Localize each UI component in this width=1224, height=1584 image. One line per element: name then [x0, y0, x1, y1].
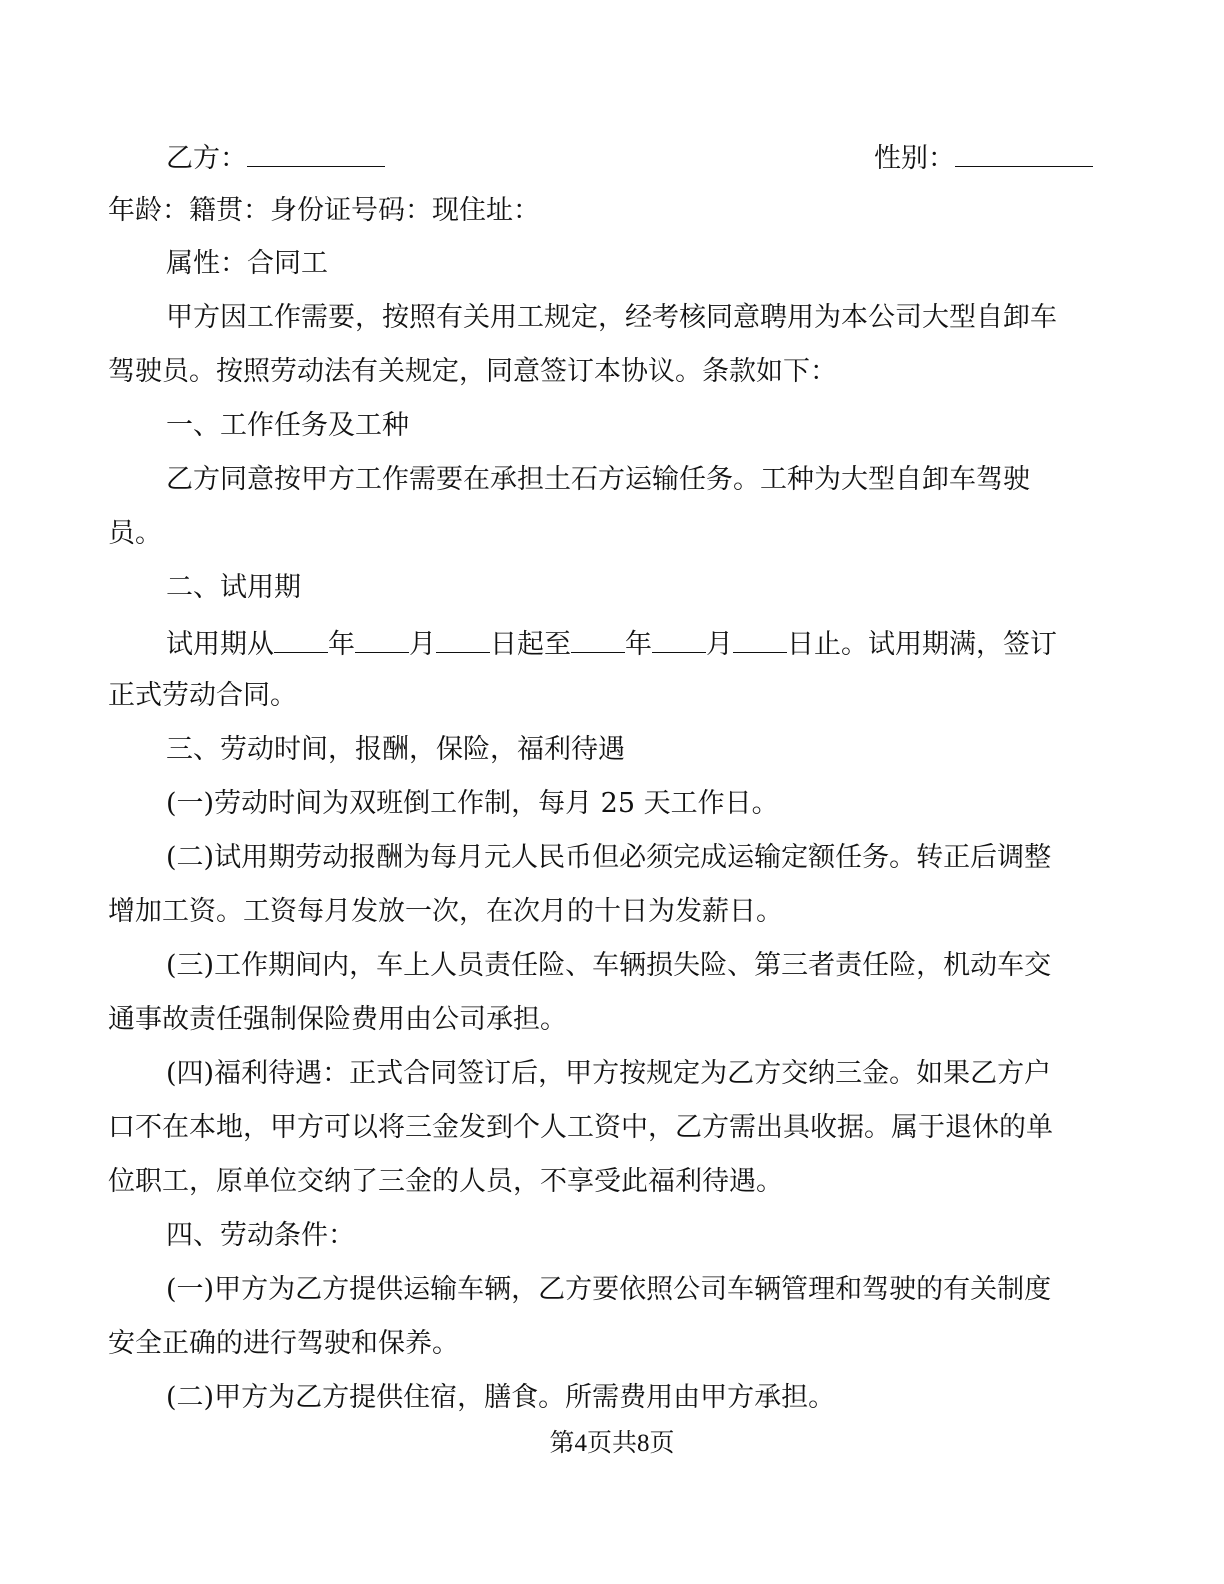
end-day-blank[interactable]	[733, 624, 787, 653]
end-month-label: 月	[706, 629, 733, 660]
intro-line-1: 甲方因工作需要，按照有关用工规定，经考核同意聘用为本公司大型自卸车	[166, 302, 1057, 333]
gender-label: 性别：	[874, 143, 955, 174]
party-b-blank[interactable]	[247, 138, 385, 167]
start-month-label: 月	[409, 629, 436, 660]
attribute-line: 属性：合同工	[166, 248, 328, 279]
probation-from-label: 试用期从	[166, 629, 274, 660]
section-4-item-2: (二)甲方为乙方提供住宿，膳食。所需费用由甲方承担。	[166, 1382, 836, 1413]
section-3-item-2-line-2: 增加工资。工资每月发放一次，在次月的十日为发薪日。	[108, 896, 783, 927]
end-year-label: 年	[625, 629, 652, 660]
end-month-blank[interactable]	[652, 624, 706, 653]
end-day-label: 日止。试用期满，签订	[787, 629, 1057, 660]
end-year-blank[interactable]	[571, 624, 625, 653]
party-b-field	[166, 138, 385, 177]
personal-info-line: 年龄：籍贯：身份证号码：现住址：	[108, 195, 540, 226]
start-day-blank[interactable]	[436, 624, 490, 653]
section-4-item-1-line-1: (一)甲方为乙方提供运输车辆，乙方要依照公司车辆管理和驾驶的有关制度	[166, 1274, 1052, 1305]
gender-blank[interactable]	[955, 138, 1093, 167]
probation-line	[166, 624, 1088, 663]
intro-line-2: 驾驶员。按照劳动法有关规定，同意签订本协议。条款如下：	[108, 356, 837, 387]
section-1-text-2: 员。	[108, 518, 162, 549]
start-year-blank[interactable]	[274, 624, 328, 653]
section-3-item-4-line-3: 位职工，原单位交纳了三金的人员，不享受此福利待遇。	[108, 1166, 783, 1197]
section-3-heading: 三、劳动时间，报酬，保险，福利待遇	[166, 734, 625, 765]
section-3-item-1: (一)劳动时间为双班倒工作制，每月 25 天工作日。	[166, 788, 779, 819]
section-2-heading: 二、试用期	[166, 572, 301, 603]
section-1-text-1: 乙方同意按甲方工作需要在承担土石方运输任务。工种为大型自卸车驾驶	[166, 464, 1030, 495]
section-3-item-3-line-1: (三)工作期间内，车上人员责任险、车辆损失险、第三者责任险，机动车交	[166, 950, 1052, 981]
section-4-item-1-line-2: 安全正确的进行驾驶和保养。	[108, 1328, 459, 1359]
party-b-row	[166, 138, 1096, 178]
section-3-item-3-line-2: 通事故责任强制保险费用由公司承担。	[108, 1004, 567, 1035]
start-month-blank[interactable]	[355, 624, 409, 653]
section-3-item-2-line-1: (二)试用期劳动报酬为每月元人民币但必须完成运输定额任务。转正后调整	[166, 842, 1052, 873]
start-day-label: 日起至	[490, 629, 571, 660]
gender-field	[874, 138, 1093, 177]
section-4-heading: 四、劳动条件：	[166, 1220, 355, 1251]
party-b-label: 乙方：	[166, 143, 247, 174]
page-number: 第4页共8页	[549, 1430, 675, 1457]
start-year-label: 年	[328, 629, 355, 660]
section-3-item-4-line-1: (四)福利待遇：正式合同签订后，甲方按规定为乙方交纳三金。如果乙方户	[166, 1058, 1052, 1089]
section-3-item-4-line-2: 口不在本地，甲方可以将三金发到个人工资中，乙方需出具收据。属于退休的单	[108, 1112, 1053, 1143]
section-1-heading: 一、工作任务及工种	[166, 410, 409, 441]
probation-line-2: 正式劳动合同。	[108, 680, 297, 711]
